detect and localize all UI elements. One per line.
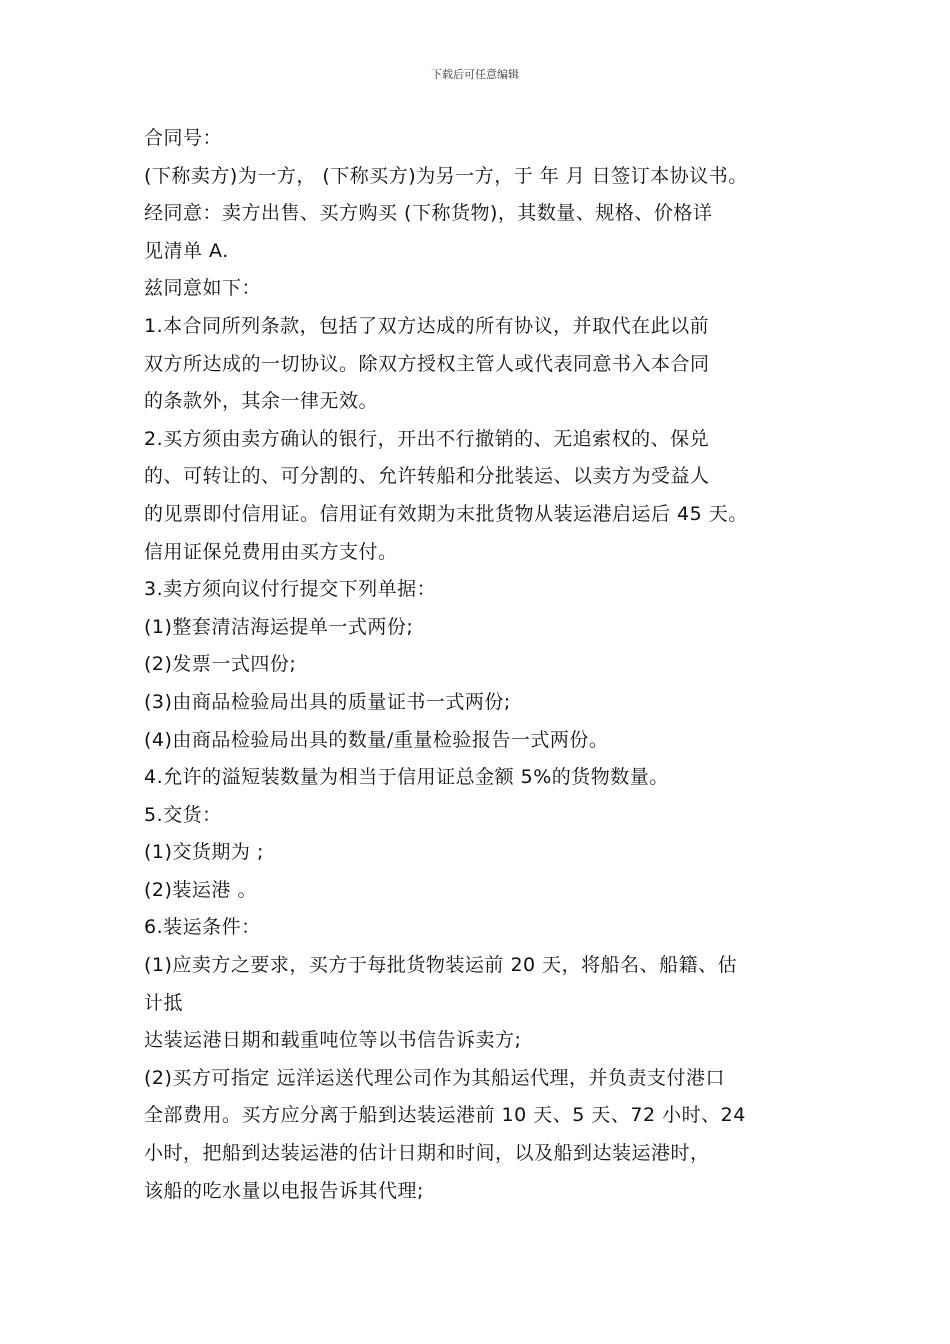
text-line: 4.允许的溢短装数量为相当于信用证总金额 5%的货物数量。 xyxy=(144,766,669,789)
text-line: (1)交货期为 ; xyxy=(144,841,264,864)
contract-body xyxy=(144,120,834,1210)
text-line: 见清单 A. xyxy=(144,239,229,262)
text-line: 6.装运条件： xyxy=(144,916,261,939)
text-line: (3)由商品检验局出具的质量证书一式两份; xyxy=(144,690,511,713)
text-line: (下称卖方)为一方， (下称买方)为另一方，于 年 月 日签订本协议书。 xyxy=(144,164,748,187)
text-line: 该船的吃水量以电报告诉其代理; xyxy=(144,1179,424,1202)
text-line: 信用证保兑费用由买方支付。 xyxy=(144,540,398,563)
text-line: (2)装运港 。 xyxy=(144,878,257,901)
text-line: 双方所达成的一切协议。除双方授权主管人或代表同意书入本合同 xyxy=(144,352,710,375)
text-line: 的、可转让的、可分割的、允许转船和分批装运、以卖方为受益人 xyxy=(144,465,710,488)
text-line: 2.买方须由卖方确认的银行，开出不行撤销的、无追索权的、保兑 xyxy=(144,427,710,450)
text-line: (1)整套清洁海运提单一式两份; xyxy=(144,615,414,638)
text-line: 的见票即付信用证。信用证有效期为末批货物从装运港启运后 45 天。 xyxy=(144,502,748,525)
text-line: 计抵 xyxy=(144,991,184,1014)
text-line: 全部费用。买方应分离于船到达装运港前 10 天、5 天、72 小时、24 xyxy=(144,1104,746,1127)
text-line: 小时，把船到达装运港的估计日期和时间，以及船到达装运港时， xyxy=(144,1142,710,1165)
text-line: (2)买方可指定 远洋运送代理公司作为其船运代理，并负责支付港口 xyxy=(144,1066,725,1089)
text-line: (2)发票一式四份; xyxy=(144,653,297,676)
text-line: 兹同意如下： xyxy=(144,277,262,300)
text-line: 经同意：卖方出售、买方购买 (下称货物)，其数量、规格、价格详 xyxy=(144,202,713,225)
page-header-note: 下载后可任意编辑 xyxy=(431,68,519,81)
text-line: (4)由商品检验局出具的数量/重量检验报告一式两份。 xyxy=(144,728,609,751)
text-line: (1)应卖方之要求，买方于每批货物装运前 20 天，将船名、船籍、估 xyxy=(144,954,738,977)
text-line: 3.卖方须向议付行提交下列单据： xyxy=(144,578,437,601)
text-line: 达装运港日期和载重吨位等以书信告诉卖方; xyxy=(144,1029,522,1052)
text-line: 1.本合同所列条款，包括了双方达成的所有协议，并取代在此以前 xyxy=(144,314,710,337)
text-line: 的条款外，其余一律无效。 xyxy=(144,390,379,413)
text-line: 5.交货： xyxy=(144,803,222,826)
text-line: 合同号： xyxy=(144,127,223,149)
